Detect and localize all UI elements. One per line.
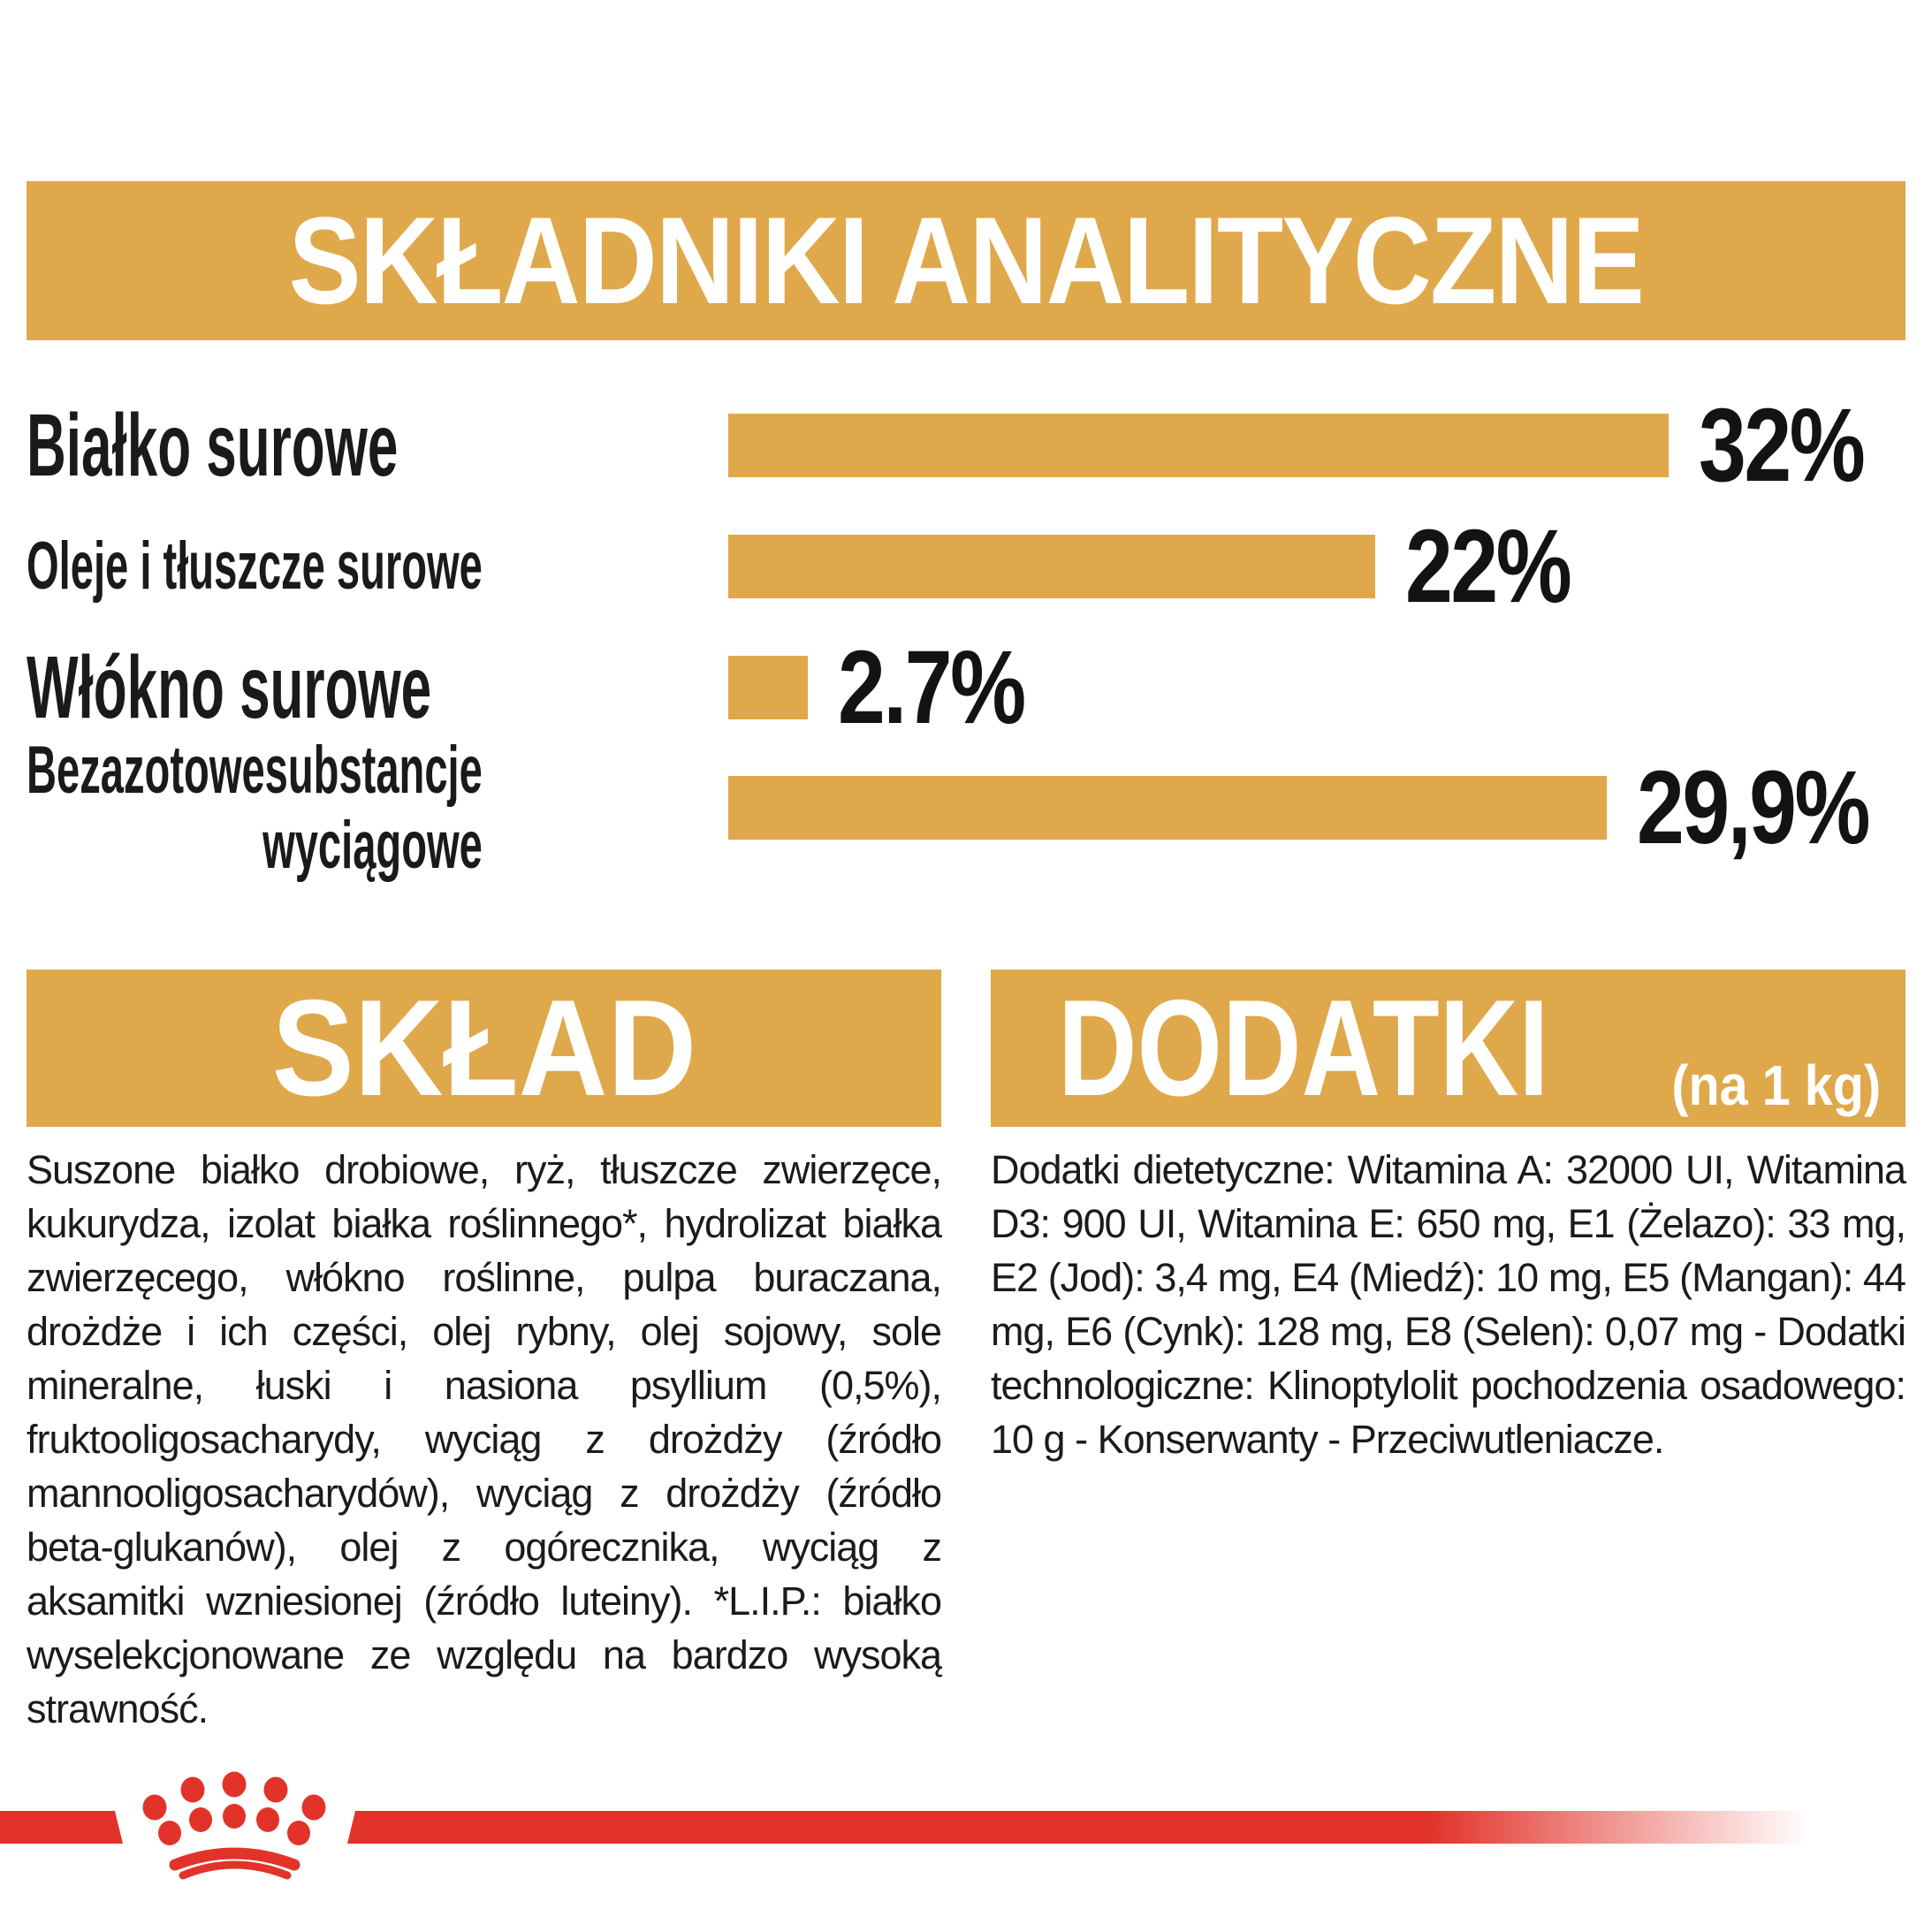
bar-value: 32%: [1699, 387, 1864, 504]
bar-label: Bezazotowe substancje wyciągowe: [27, 732, 483, 883]
bar: [728, 656, 808, 719]
bar: [728, 414, 1669, 477]
chart-row: [0, 508, 1932, 625]
bar-label: Włókno surowe: [27, 638, 432, 737]
footer-red-band-right: [347, 1811, 1808, 1844]
chart-row: [0, 732, 1932, 883]
royal-canin-crown-logo: [128, 1768, 340, 1883]
dodatki-title: DODATKI: [1058, 971, 1549, 1124]
crown-dots: [143, 1772, 326, 1846]
dodatki-banner: [991, 970, 1905, 1127]
bar-label-wrap: [27, 732, 504, 883]
chart-row: [0, 629, 1932, 746]
bar-value: 22%: [1405, 508, 1571, 625]
dodatki-subtitle: (na 1 kg): [1671, 1053, 1881, 1117]
bar-value: 2.7%: [838, 629, 1024, 746]
bar-label: Białko surowe: [27, 396, 399, 495]
bar: [728, 776, 1607, 840]
bar-label-wrap: [27, 638, 504, 737]
bar-value: 29,9%: [1637, 749, 1869, 866]
bar-label-wrap: [27, 396, 504, 495]
chart-row: [0, 387, 1932, 504]
sklad-title: SKŁAD: [271, 971, 696, 1124]
page-title: SKŁADNIKI ANALITYCZNE: [288, 191, 1644, 330]
bar: [728, 535, 1375, 598]
bar-label: Oleje i tłuszcze surowe: [27, 529, 483, 605]
bar-label-wrap: [27, 529, 504, 605]
footer-red-band-left: [0, 1811, 123, 1844]
sklad-body-text: Suszone białko drobiowe, ryż, tłuszcze zwierzęce, kukurydza, izolat białka roślinnego*, hydrolizat białka zwierzęcego, włókno roślinne, pulpa buraczana, drożdże i ich części, olej rybny, olej sojowy, sole mineralne, łuski i nasiona psyllium (0,5%), fruktooligosacharydy, wyciąg z drożdży (źródło mannooligosacharydów), wyciąg z drożdży (źródło beta-glukanów), olej z ogórecznika, wyciąg z aksamitki wzniesionej (źródło luteiny). *L.I.P.: białko wyselekcjonowane ze względu na bardzo wysoką strawność.: [27, 1147, 941, 1731]
dodatki-body-text: Dodatki dietetyczne: Witamina A: 32000 UI, Witamina D3: 900 UI, Witamina E: 650 mg, E1 (Żelazo): 33 mg, E2 (Jod): 3,4 mg, E4 (Miedź): 10 mg, E5 (Mangan): 44 mg, E6 (Cynk): 128 mg, E8 (Selen): 0,07 mg - Dodatki technologiczne: Klinoptylolit pochodzenia osadowego: 10 g - Konserwanty - Przeciwutleniacze.: [991, 1147, 1905, 1462]
sklad-banner: [27, 970, 941, 1127]
crown-arcs: [175, 1853, 294, 1875]
